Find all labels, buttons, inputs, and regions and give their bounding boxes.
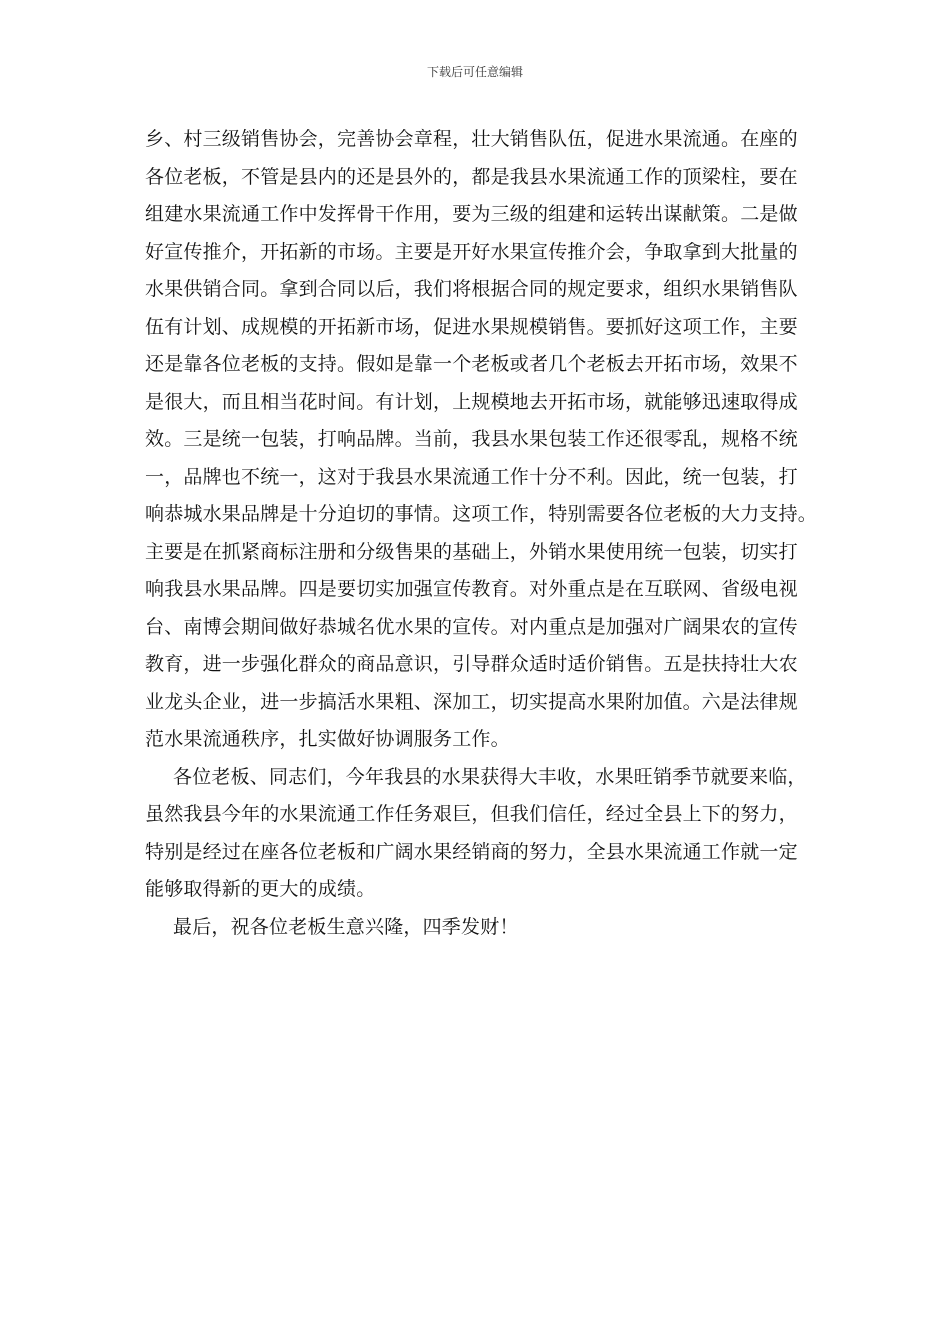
text-line: 响恭城水果品牌是十分迫切的事情。这项工作，特别需要各位老板的大力支持。 [145,503,818,525]
text-line: 范水果流通秩序，扎实做好协调服务工作。 [145,728,510,750]
text-line: 响我县水果品牌。四是要切实加强宣传教育。对外重点是在互联网、省级电视 [145,578,798,600]
text-line: 一，品牌也不统一，这对于我县水果流通工作十分不利。因此，统一包装，打 [145,465,798,488]
text-line: 组建水果流通工作中发挥骨干作用，要为三级的组建和运转出谋献策。二是做 [145,203,798,225]
text-line: 是很大，而且相当花时间。有计划，上规模地去开拓市场，就能够迅速取得成 [145,390,798,413]
text-line: 伍有计划、成规模的开拓新市场，促进水果规模销售。要抓好这项工作，主要 [145,315,798,338]
text-line: 特别是经过在座各位老板和广阔水果经销商的努力，全县水果流通工作就一定 [145,840,798,863]
text-line: 效。三是统一包装，打响品牌。当前，我县水果包装工作还很零乱，规格不统 [145,428,798,450]
text-line: 业龙头企业，进一步搞活水果粗、深加工，切实提高水果附加值。六是法律规 [145,690,798,713]
text-line: 能够取得新的更大的成绩。 [145,878,376,900]
text-line: 乡、村三级销售协会，完善协会章程，壮大销售队伍，促进水果流通。在座的 [145,128,798,150]
text-line: 台、南博会期间做好恭城名优水果的宣传。对内重点是加强对广阔果农的宣传 [145,615,798,638]
text-line: 各位老板，不管是县内的还是县外的，都是我县水果流通工作的顶梁柱，要在 [145,165,798,188]
text-line: 好宣传推介，开拓新的市场。主要是开好水果宣传推介会，争取拿到大批量的 [145,240,798,263]
text-line: 水果供销合同。拿到合同以后，我们将根据合同的规定要求，组织水果销售队 [145,278,798,300]
text-line: 虽然我县今年的水果流通工作任务艰巨，但我们信任，经过全县上下的努力， [145,803,798,825]
text-line: 主要是在抓紧商标注册和分级售果的基础上，外销水果使用统一包装，切实打 [145,540,798,563]
text-line: 教育，进一步强化群众的商品意识，引导群众适时适价销售。五是扶持壮大农 [145,653,798,675]
text-line: 最后，祝各位老板生意兴隆，四季发财！ [173,915,519,938]
page-header-note: 下载后可任意编辑 [426,65,523,79]
document-body [145,121,817,946]
text-line: 还是靠各位老板的支持。假如是靠一个老板或者几个老板去开拓市场，效果不 [145,353,798,375]
text-line: 各位老板、同志们，今年我县的水果获得大丰收，水果旺销季节就要来临， [173,765,807,788]
